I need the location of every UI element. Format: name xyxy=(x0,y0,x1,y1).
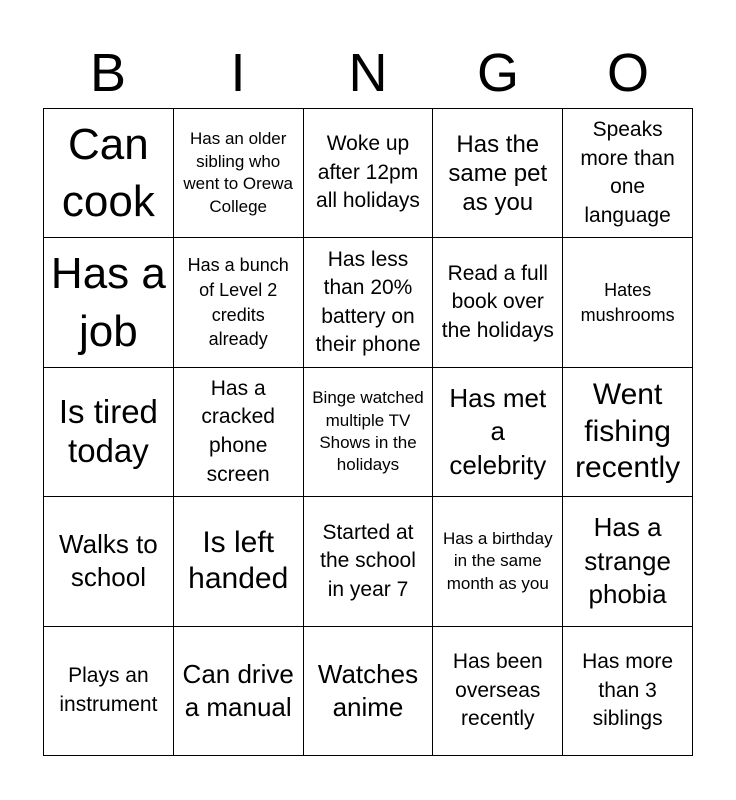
bingo-cell-text: Woke up after 12pm all holidays xyxy=(316,132,420,213)
bingo-cell[interactable] xyxy=(304,368,434,497)
bingo-cell-text: Walks to school xyxy=(59,529,158,593)
bingo-cell[interactable] xyxy=(44,627,174,756)
bingo-cell-text: Binge watched multiple TV Shows in the holidays xyxy=(312,388,424,475)
bingo-cell[interactable] xyxy=(433,497,563,626)
header-letter-o: O xyxy=(606,43,649,103)
bingo-cell[interactable] xyxy=(44,368,174,497)
bingo-cell-text: Started at the school in year 7 xyxy=(320,520,416,601)
bingo-cell[interactable] xyxy=(563,368,693,497)
header-letter-i: I xyxy=(230,43,246,103)
bingo-cell[interactable] xyxy=(304,238,434,367)
bingo-cell-text: Can drive a manual xyxy=(182,658,294,722)
bingo-cell[interactable] xyxy=(174,627,304,756)
bingo-cell[interactable] xyxy=(174,497,304,626)
bingo-cell[interactable] xyxy=(433,238,563,367)
bingo-cell-text: Has a job xyxy=(50,249,166,356)
bingo-cell-text: Has a cracked phone screen xyxy=(201,376,275,486)
bingo-cell-text: Is left handed xyxy=(188,525,289,596)
bingo-cell-text: Plays an instrument xyxy=(59,664,158,716)
bingo-cell[interactable] xyxy=(433,627,563,756)
bingo-cell[interactable] xyxy=(304,497,434,626)
bingo-cell-text: Has the same pet as you xyxy=(448,130,548,216)
header-letter-b: B xyxy=(89,43,127,103)
bingo-cell-text: Can cook xyxy=(61,120,155,227)
bingo-cell[interactable] xyxy=(563,109,693,238)
bingo-cell[interactable] xyxy=(304,627,434,756)
bingo-cell-text: Has a strange phobia xyxy=(584,512,671,610)
bingo-cell[interactable] xyxy=(44,497,174,626)
bingo-cell-text: Read a full book over the holidays xyxy=(441,261,554,342)
bingo-cell[interactable] xyxy=(563,627,693,756)
bingo-cell-text: Has a bunch of Level 2 credits already xyxy=(187,254,289,350)
bingo-cell-text: Watches anime xyxy=(317,658,419,722)
bingo-cell[interactable] xyxy=(174,238,304,367)
bingo-cell[interactable] xyxy=(174,368,304,497)
bingo-cell-text: Went fishing recently xyxy=(575,378,681,485)
bingo-cell[interactable] xyxy=(174,109,304,238)
bingo-cell-text: Has been overseas recently xyxy=(452,649,543,731)
bingo-cell-text: Has less than 20% battery on their phone xyxy=(315,247,421,357)
bingo-cell[interactable] xyxy=(433,368,563,497)
bingo-cell[interactable] xyxy=(563,238,693,367)
bingo-cell-text: Has more than 3 siblings xyxy=(582,649,674,731)
bingo-cell-text: Hates mushrooms xyxy=(580,279,675,325)
bingo-cell[interactable] xyxy=(433,109,563,238)
bingo-cell-text: Speaks more than one language xyxy=(580,118,675,227)
bingo-grid xyxy=(43,108,693,756)
bingo-cell[interactable] xyxy=(44,238,174,367)
header-letter-n: N xyxy=(348,43,388,103)
bingo-cell[interactable] xyxy=(304,109,434,238)
header-letter-g: G xyxy=(476,43,519,103)
bingo-cell[interactable] xyxy=(44,109,174,238)
bingo-header xyxy=(43,38,693,108)
bingo-cell-text: Is tired today xyxy=(58,393,158,469)
bingo-cell-text: Has an older sibling who went to Orewa College xyxy=(183,129,293,216)
bingo-cell-text: Has met a celebrity xyxy=(449,383,547,480)
bingo-cell-text: Has a birthday in the same month as you xyxy=(442,528,553,593)
bingo-cell[interactable] xyxy=(563,497,693,626)
